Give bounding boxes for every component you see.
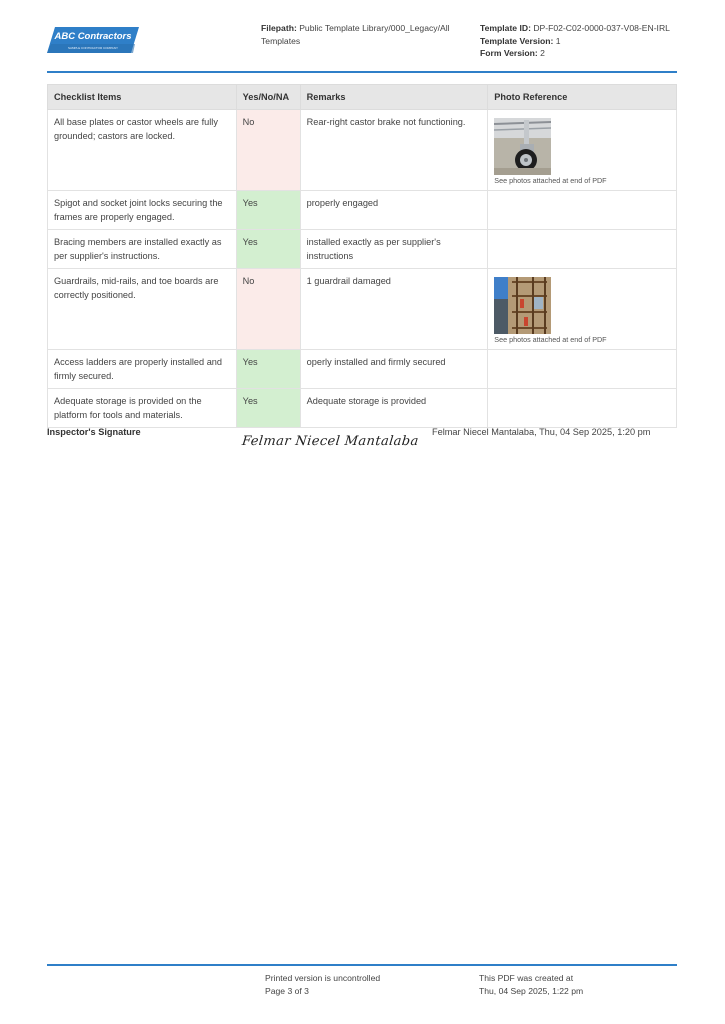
checklist-item: Bracing members are installed exactly as per supplier's instructions. <box>48 230 237 269</box>
footer-print-info <box>265 972 380 998</box>
photo-reference <box>488 269 677 350</box>
footer-divider <box>47 964 677 966</box>
photo-reference <box>488 110 677 191</box>
remarks: properly engaged <box>300 191 488 230</box>
column-header-answer: Yes/No/NA <box>236 85 300 110</box>
template-version-label: Template Version: <box>480 35 554 46</box>
logo-tagline: SAMPLE CONTRACTOR COMPANY <box>68 46 118 50</box>
filepath-value: Public Template Library/000_Legacy/All Templates <box>261 23 450 46</box>
header-divider <box>47 71 677 73</box>
answer-badge: Yes <box>236 389 300 428</box>
remarks: Adequate storage is provided <box>300 389 488 428</box>
table-row <box>48 350 677 389</box>
remarks: Rear-right castor brake not functioning. <box>300 110 488 191</box>
photo-reference <box>488 389 677 428</box>
table-row <box>48 389 677 428</box>
castor-wheel-photo[interactable] <box>494 118 551 175</box>
template-version-value: 1 <box>555 35 561 46</box>
filepath-label: Filepath: <box>261 23 297 33</box>
photo-reference <box>488 230 677 269</box>
answer-badge: No <box>236 110 300 191</box>
photo-reference <box>488 191 677 230</box>
created-label: This PDF was created at <box>479 973 574 983</box>
checklist-item: Adequate storage is provided on the platform for tools and materials. <box>48 389 237 428</box>
template-meta <box>480 22 680 60</box>
answer-badge: No <box>236 269 300 350</box>
column-header-checklist-items: Checklist Items <box>48 85 237 110</box>
photo-reference <box>488 350 677 389</box>
table-row <box>48 191 677 230</box>
checklist-item: Guardrails, mid-rails, and toe boards are correctly positioned. <box>48 269 237 350</box>
company-logo <box>47 26 139 52</box>
template-id-label: Template ID: <box>480 23 531 33</box>
answer-badge: Yes <box>236 350 300 389</box>
remarks: operly installed and firmly secured <box>300 350 488 389</box>
template-version <box>480 35 680 48</box>
checklist-item: Access ladders are properly installed and firmly secured. <box>48 350 237 389</box>
photo-caption: See photos attached at end of PDF <box>494 176 607 185</box>
uncontrolled-notice: Printed version is uncontrolled <box>265 973 381 983</box>
checklist-item: All base plates or castor wheels are fully grounded; castors are locked. <box>48 110 237 191</box>
checklist-table <box>47 84 677 428</box>
logo-name: ABC Contractors <box>54 31 132 42</box>
signature-info: Felmar Niecel Mantalaba, Thu, 04 Sep 2025, 1:20 pm <box>432 427 651 437</box>
photo-caption: See photos attached at end of PDF <box>494 335 607 344</box>
column-header-photo-reference: Photo Reference <box>488 85 677 110</box>
scaffolding-photo[interactable] <box>494 277 551 334</box>
form-version-label: Form Version: <box>480 48 538 58</box>
filepath <box>261 22 461 47</box>
table-row <box>48 269 677 350</box>
page-number: Page 3 of 3 <box>265 986 309 996</box>
remarks: 1 guardrail damaged <box>300 269 488 350</box>
column-header-remarks: Remarks <box>300 85 488 110</box>
form-version <box>480 47 680 60</box>
template-id <box>480 22 680 35</box>
signature-label: Inspector's Signature <box>47 427 141 437</box>
table-row <box>48 110 677 191</box>
document-header <box>47 20 677 72</box>
handwritten-signature: Felmar Niecel Mantalaba <box>241 434 420 449</box>
remarks: installed exactly as per supplier's instructions <box>300 230 488 269</box>
form-version-value: 2 <box>540 48 545 58</box>
checklist-item: Spigot and socket joint locks securing the frames are properly engaged. <box>48 191 237 230</box>
answer-badge: Yes <box>236 230 300 269</box>
answer-badge: Yes <box>236 191 300 230</box>
table-header-row <box>48 85 677 110</box>
footer-created-info <box>479 972 583 998</box>
table-row <box>48 230 677 269</box>
template-id-value: DP-F02-C02-0000-037-V08-EN-IRL <box>533 23 670 33</box>
created-timestamp: Thu, 04 Sep 2025, 1:22 pm <box>479 986 584 996</box>
